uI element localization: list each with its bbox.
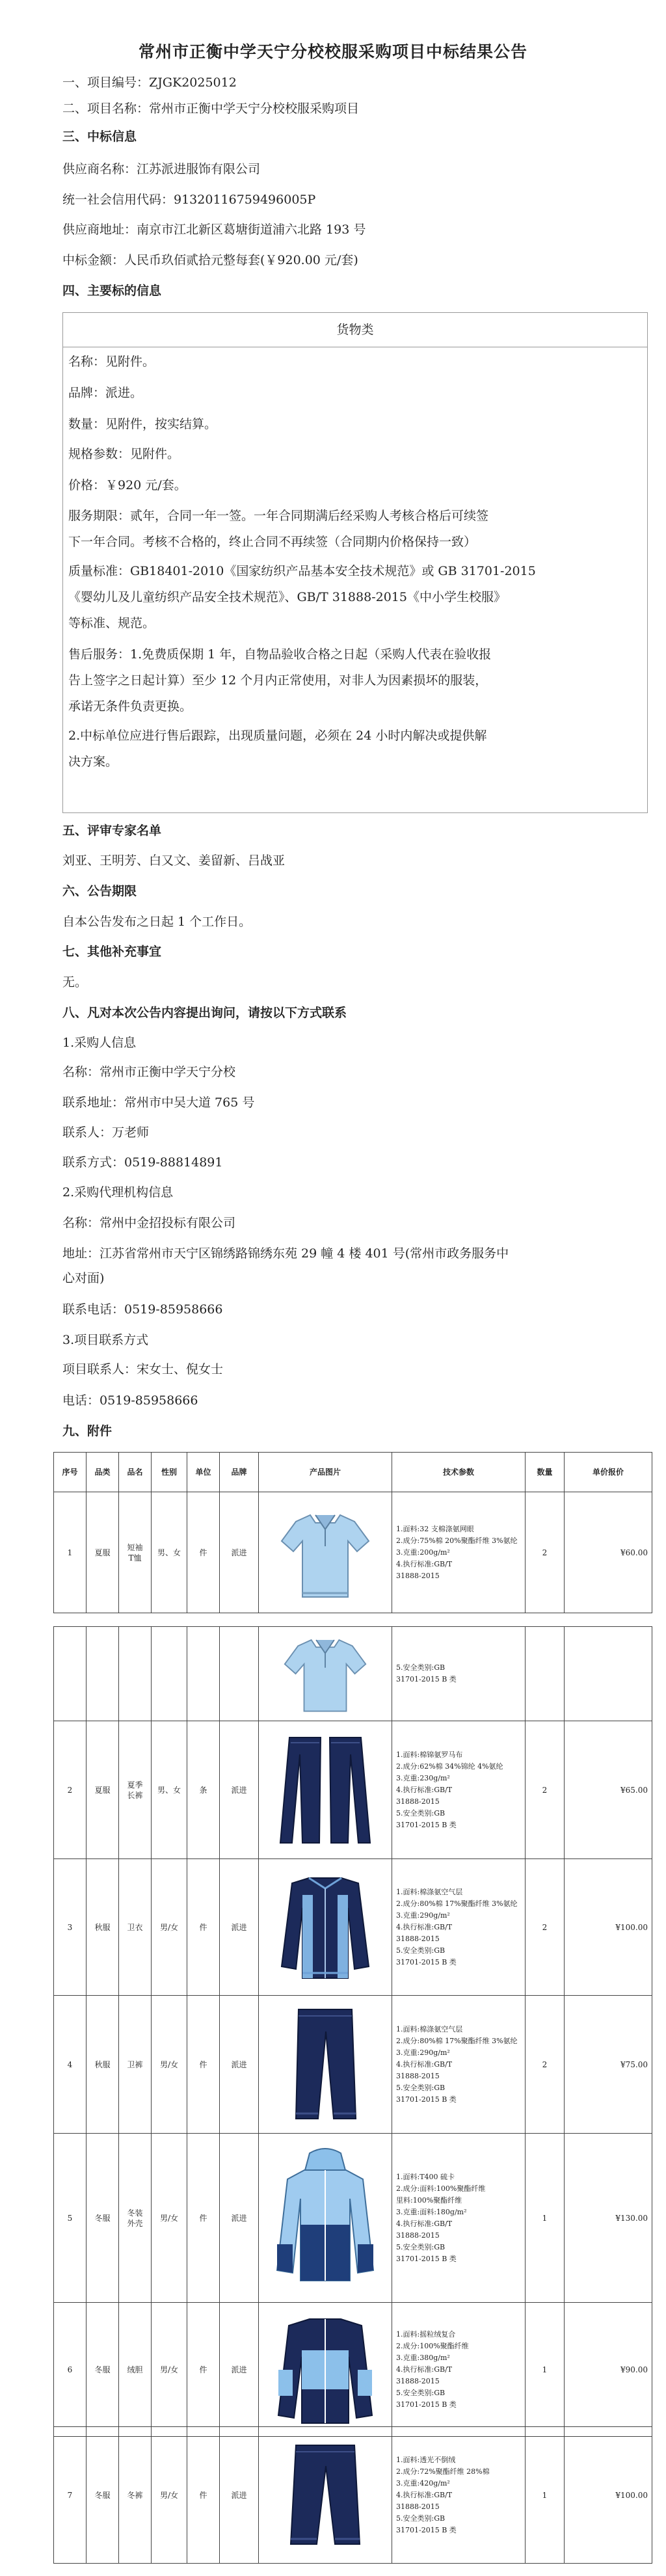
cell-unit: 件	[187, 2303, 220, 2437]
cell-name: 卫裤	[119, 1996, 152, 2134]
cell-name	[119, 1627, 152, 1721]
cell-params: 1.面料:T400 硫卡 2.成分:面料:100%聚酯纤维 里料:100%聚酯纤维 3.克重:面料:180g/m² 4.执行标准:GB/T 31888-2015 5.安全类别:GB 31701-2015 B 类	[392, 2134, 526, 2303]
goods-box-header: 货物类	[63, 313, 647, 347]
col-header: 品名	[119, 1453, 152, 1492]
cell-gender: 男/女	[152, 2134, 187, 2303]
cell-image	[259, 1492, 392, 1613]
project-name-value: 常州市正衡中学天宁分校校服采购项目	[149, 101, 360, 116]
col-header: 技术参数	[392, 1453, 526, 1492]
col-header: 品类	[87, 1453, 119, 1492]
cell-qty: 1	[526, 2134, 565, 2303]
cell-qty: 2	[526, 1492, 565, 1613]
cell-category: 夏服	[87, 1492, 119, 1613]
cell-brand: 派进	[220, 1996, 259, 2134]
cell-image	[259, 1721, 392, 1859]
attachment-table-part3	[53, 2426, 652, 2564]
cell-no: 7	[54, 2427, 87, 2564]
col-header: 产品图片	[259, 1453, 392, 1492]
cell-unit: 件	[187, 2427, 220, 2564]
cell-price: ¥100.00	[565, 1859, 652, 1996]
col-header: 单位	[187, 1453, 220, 1492]
trousers-image	[276, 1728, 374, 1852]
cell-qty	[526, 1627, 565, 1721]
table-row	[54, 1859, 652, 1996]
purchaser-heading: 1.采购人信息	[62, 1036, 137, 1050]
after-sales-line2: 告上签字之日起计算）至少 12 个月内正常使用，对非人为因素损坏的服装，	[68, 673, 488, 688]
table-row	[54, 2303, 652, 2437]
after-sales-line5: 决方案。	[68, 755, 118, 769]
goods-name: 名称：见附件。	[68, 355, 155, 369]
cell-price	[565, 1627, 652, 1721]
cell-price: ¥100.00	[565, 2427, 652, 2564]
cell-category	[87, 1627, 119, 1721]
cell-params: 1.面料:棉涤氨空气层 2.成分:80%棉 17%聚酯纤维 3%氨纶 3.克重:290g/m² 4.执行标准:GB/T 31888-2015 5.安全类别:GB 31701-2015 B 类	[392, 1859, 526, 1996]
col-header: 序号	[54, 1453, 87, 1492]
cell-name: 绒胆	[119, 2303, 152, 2437]
cell-no: 6	[54, 2303, 87, 2437]
sweatpants-image	[289, 2003, 361, 2127]
cell-params: 5.安全类别:GB 31701-2015 B 类	[392, 1627, 526, 1721]
other-matters: 无。	[62, 975, 88, 989]
cell-gender: 男/女	[152, 1859, 187, 1996]
cell-unit	[187, 1627, 220, 1721]
cell-price: ¥130.00	[565, 2134, 652, 2303]
agency-heading: 2.采购代理机构信息	[62, 1185, 174, 1200]
fleece-liner-image	[273, 2311, 377, 2428]
section-other: 七、其他补充事宜	[62, 945, 162, 959]
project-contact-person: 项目联系人：宋女士、倪女士	[62, 1362, 224, 1376]
col-header: 单价报价	[565, 1453, 652, 1492]
purchaser-phone: 联系方式：0519-88814891	[62, 1155, 223, 1170]
cell-category: 夏服	[87, 1721, 119, 1859]
quality-standard-line1: 质量标准：GB18401-2010《国家纺织产品基本安全技术规范》或 GB 31701-2015	[68, 564, 536, 578]
col-header: 数量	[526, 1453, 565, 1492]
cell-params: 1.面料:棉锦氨罗马布 2.成分:62%棉 34%锦纶 4%氨纶 3.克重:230g/m² 4.执行标准:GB/T 31888-2015 5.安全类别:GB 31701-2015 B 类	[392, 1721, 526, 1859]
cell-price: ¥75.00	[565, 1996, 652, 2134]
quality-standard-line3: 等标准、规范。	[68, 616, 155, 630]
cell-category: 冬服	[87, 2134, 119, 2303]
cell-no	[54, 1627, 87, 1721]
cell-unit: 条	[187, 1721, 220, 1859]
cell-no: 1	[54, 1492, 87, 1613]
cell-image	[259, 2303, 392, 2437]
service-period-line1: 服务期限：贰年，合同一年一签。一年合同期满后经采购人考核合格后可续签	[68, 509, 489, 523]
goods-quantity: 数量：见附件，按实结算。	[68, 417, 217, 431]
agency-address-line2: 心对面)	[62, 1271, 105, 1285]
attachment-table-part1	[53, 1452, 652, 1613]
cell-brand	[220, 1627, 259, 1721]
cell-category: 冬服	[87, 2427, 119, 2564]
section-bid-info: 三、中标信息	[62, 129, 137, 144]
cell-no: 4	[54, 1996, 87, 2134]
cell-image	[259, 1996, 392, 2134]
cell-brand: 派进	[220, 1492, 259, 1613]
cell-qty: 2	[526, 1721, 565, 1859]
after-sales-line4: 2.中标单位应进行售后跟踪，出现质量问题，必须在 24 小时内解决或提供解	[68, 729, 487, 743]
cell-image	[259, 1859, 392, 1996]
cell-gender: 男、女	[152, 1721, 187, 1859]
cell-params: 1.面料:32 支棉涤氨网眼 2.成分:75%棉 20%聚酯纤维 3%氨纶 3.克重:200g/m² 4.执行标准:GB/T 31888-2015	[392, 1492, 526, 1613]
after-sales-line1: 售后服务：1.免费质保期 1 年，自物品验收合格之日起（采购人代表在验收报	[68, 647, 492, 662]
bid-amount: 中标金额：人民币玖佰贰拾元整每套(￥920.00 元/套)	[62, 253, 358, 267]
cell-brand: 派进	[220, 2303, 259, 2437]
col-header: 性别	[152, 1453, 187, 1492]
project-contact-heading: 3.项目联系方式	[62, 1333, 149, 1347]
quality-standard-line2: 《婴幼儿及儿童纺织产品安全技术规范》、GB/T 31888-2015《中小学生校服》	[68, 590, 506, 604]
credit-code: 统一社会信用代码：91320116759496005P	[62, 193, 316, 207]
polo-shirt-image	[276, 1501, 374, 1605]
cell-qty: 2	[526, 1859, 565, 1996]
section-main-items: 四、主要标的信息	[62, 284, 162, 298]
purchaser-contact: 联系人：万老师	[62, 1125, 150, 1140]
table-row	[54, 2134, 652, 2303]
cell-gender: 男/女	[152, 2303, 187, 2437]
cell-brand: 派进	[220, 2134, 259, 2303]
goods-box	[62, 312, 648, 813]
goods-price: 价格：￥920 元/套。	[68, 478, 187, 492]
cell-unit: 件	[187, 1859, 220, 1996]
cell-params: 1.面料:棉涤氨空气层 2.成分:80%棉 17%聚酯纤维 3%氨纶 3.克重:290g/m² 4.执行标准:GB/T 31888-2015 5.安全类别:GB 31701-2015 B 类	[392, 1996, 526, 2134]
cell-price: ¥60.00	[565, 1492, 652, 1613]
cell-gender	[152, 1627, 187, 1721]
supplier-address: 供应商地址：南京市江北新区葛塘街道浦六北路 193 号	[62, 222, 366, 237]
page-title: 常州市正衡中学天宁分校校服采购项目中标结果公告	[138, 42, 527, 61]
project-contact-phone: 电话：0519-85958666	[62, 1393, 198, 1408]
cell-image	[259, 2134, 392, 2303]
cell-brand: 派进	[220, 2427, 259, 2564]
project-number: 一、项目编号：ZJGK2025012	[62, 75, 237, 90]
goods-spec: 规格参数：见附件。	[68, 447, 180, 461]
cell-brand: 派进	[220, 1721, 259, 1859]
cell-category: 秋服	[87, 1859, 119, 1996]
cell-qty: 2	[526, 1996, 565, 2134]
purchaser-name: 名称：常州市正衡中学天宁分校	[62, 1065, 236, 1079]
cell-unit: 件	[187, 2134, 220, 2303]
table-row	[54, 1721, 652, 1859]
winter-trousers-image	[283, 2440, 367, 2551]
polo-shirt-image	[280, 1631, 371, 1716]
supplier-name: 供应商名称：江苏派进服饰有限公司	[62, 162, 261, 176]
cell-gender: 男/女	[152, 2427, 187, 2564]
cell-qty: 1	[526, 2427, 565, 2564]
table-row	[54, 1627, 652, 1721]
attachment-table-part2	[53, 1626, 652, 2437]
agency-address-line1: 地址：江苏省常州市天宁区锦绣路锦绣东苑 29 幢 4 楼 401 号(常州市政务服务中	[62, 1246, 509, 1261]
cell-image	[259, 1627, 392, 1721]
cell-price: ¥90.00	[565, 2303, 652, 2437]
cell-qty: 1	[526, 2303, 565, 2437]
goods-brand: 品牌：派进。	[68, 386, 143, 400]
col-header: 品牌	[220, 1453, 259, 1492]
section-notice-period: 六、公告期限	[62, 884, 137, 898]
cell-name: 夏季 长裤	[119, 1721, 152, 1859]
project-name-label: 二、项目名称：	[62, 101, 150, 116]
after-sales-line3: 承诺无条件负责更换。	[68, 699, 193, 714]
cell-name: 卫衣	[119, 1859, 152, 1996]
agency-name: 名称：常州中金招投标有限公司	[62, 1216, 236, 1230]
notice-period: 自本公告发布之日起 1 个工作日。	[62, 915, 252, 929]
cell-gender: 男、女	[152, 1492, 187, 1613]
cell-params: 1.面料:摇粒绒复合 2.成分:100%聚酯纤维 3.克重:380g/m² 4.执行标准:GB/T 31888-2015 5.安全类别:GB 31701-2015 B 类	[392, 2303, 526, 2437]
section-attachment: 九、附件	[62, 1424, 113, 1438]
winter-jacket-image	[273, 2147, 377, 2290]
cell-unit: 件	[187, 1996, 220, 2134]
table-header-row	[54, 1453, 652, 1492]
cell-name: 短袖 T恤	[119, 1492, 152, 1613]
cell-no: 2	[54, 1721, 87, 1859]
service-period-line2: 下一年合同。考核不合格的，终止合同不再续签（合同期内价格保持一致）	[68, 535, 477, 549]
project-name	[62, 99, 359, 116]
cell-price: ¥65.00	[565, 1721, 652, 1859]
cell-image	[259, 2427, 392, 2564]
cell-unit: 件	[187, 1492, 220, 1613]
cell-category: 秋服	[87, 1996, 119, 2134]
cell-params: 1.面料:透光不倒绒 2.成分:72%聚酯纤维 28%棉 3.克重:420g/m² 4.执行标准:GB/T 31888-2015 5.安全类别:GB 31701-2015 B 类	[392, 2427, 526, 2564]
section-contact: 八、凡对本次公告内容提出询问，请按以下方式联系	[62, 1006, 347, 1020]
cell-gender: 男/女	[152, 1996, 187, 2134]
table-row	[54, 1996, 652, 2134]
cell-no: 5	[54, 2134, 87, 2303]
cell-no: 3	[54, 1859, 87, 1996]
sweatshirt-image	[276, 1869, 374, 1986]
purchaser-address: 联系地址：常州市中吴大道 765 号	[62, 1095, 255, 1110]
table-row	[54, 2427, 652, 2564]
agency-phone: 联系电话：0519-85958666	[62, 1302, 223, 1317]
section-experts: 五、评审专家名单	[62, 824, 162, 838]
table-row	[54, 1492, 652, 1613]
cell-name: 冬裤	[119, 2427, 152, 2564]
experts-list: 刘亚、王明芳、白又文、姜留新、吕战亚	[62, 853, 286, 868]
cell-name: 冬装 外壳	[119, 2134, 152, 2303]
cell-brand: 派进	[220, 1859, 259, 1996]
cell-category: 冬服	[87, 2303, 119, 2437]
